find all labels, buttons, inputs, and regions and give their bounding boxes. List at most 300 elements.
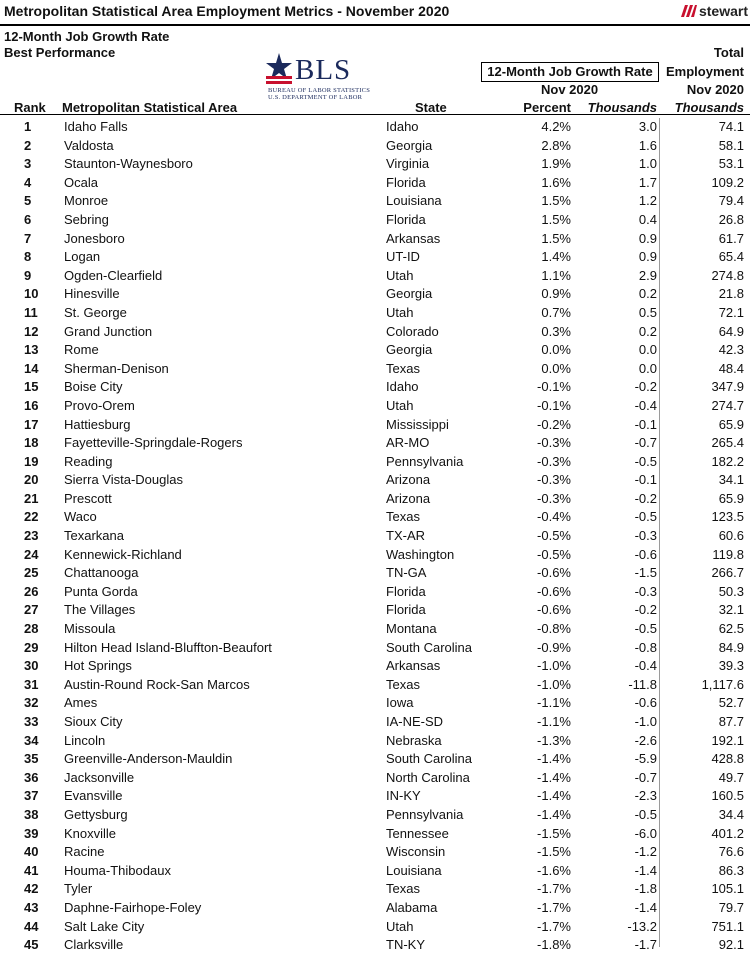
thousands-cell: 0.2 <box>638 286 657 302</box>
total-employment-cell: 34.1 <box>718 472 744 488</box>
percent-cell: 2.8% <box>541 137 571 153</box>
table-row <box>0 601 750 620</box>
msa-cell: Ocala <box>64 174 98 190</box>
rank-cell: 42 <box>24 881 39 897</box>
rank-cell: 10 <box>24 286 39 302</box>
msa-header: Metropolitan Statistical Area <box>62 100 238 115</box>
thousands-cell: -0.7 <box>634 769 657 785</box>
msa-cell: Fayetteville-Springdale-Rogers <box>64 435 243 451</box>
thousands-cell: -1.7 <box>634 937 657 953</box>
state-cell: Washington <box>386 546 455 562</box>
state-cell: Louisiana <box>386 193 442 209</box>
thousands-cell: -0.1 <box>634 472 657 488</box>
total-employment-cell: 50.3 <box>718 583 744 599</box>
percent-cell: 1.1% <box>541 267 571 283</box>
rank-cell: 7 <box>24 230 32 246</box>
table-row <box>0 750 750 769</box>
msa-cell: Knoxville <box>64 825 117 841</box>
percent-cell: -0.6% <box>537 565 571 581</box>
percent-cell: 0.0% <box>541 342 571 358</box>
state-cell: Georgia <box>386 342 433 358</box>
percent-cell: 0.9% <box>541 286 571 302</box>
state-cell: Alabama <box>386 899 438 915</box>
state-cell: Idaho <box>386 379 419 395</box>
percent-cell: -0.8% <box>537 621 571 637</box>
percent-cell: 1.9% <box>541 156 571 172</box>
rank-cell: 8 <box>24 249 32 265</box>
total-employment-cell: 347.9 <box>711 379 744 395</box>
rank-cell: 31 <box>24 676 39 692</box>
total-employment-cell: 39.3 <box>718 658 744 674</box>
thousands-cell: -0.6 <box>634 695 657 711</box>
rank-cell: 35 <box>24 751 39 767</box>
percent-cell: -1.1% <box>537 714 571 729</box>
thousands-cell: 1.6 <box>638 137 657 153</box>
thousands-cell: 0.9 <box>638 230 657 246</box>
rank-cell: 40 <box>24 844 39 860</box>
total-employment-cell: 62.5 <box>718 621 744 637</box>
thousands-cell: 0.0 <box>638 360 657 376</box>
msa-table-body <box>0 118 750 955</box>
table-row <box>0 360 750 379</box>
total-employment-cell: 58.1 <box>718 137 744 153</box>
rank-cell: 5 <box>24 193 32 209</box>
state-cell: Nebraska <box>386 732 442 748</box>
total-employment-cell: 65.9 <box>718 416 744 432</box>
total-employment-cell: 751.1 <box>711 918 744 934</box>
rank-cell: 6 <box>24 211 32 227</box>
state-cell: TN-KY <box>386 937 425 953</box>
msa-cell: Sierra Vista-Douglas <box>64 472 183 488</box>
thousands-cell: -13.2 <box>627 918 657 934</box>
msa-cell: Austin-Round Rock-San Marcos <box>64 676 250 692</box>
msa-cell: Boise City <box>64 379 123 395</box>
table-row <box>0 880 750 899</box>
table-row <box>0 769 750 788</box>
rank-cell: 36 <box>24 769 39 785</box>
bls-logo-line2: U.S. DEPARTMENT OF LABOR <box>268 94 363 101</box>
total-employment-cell: 60.6 <box>718 528 744 544</box>
table-row <box>0 416 750 435</box>
state-cell: Idaho <box>386 119 419 134</box>
state-cell: Wisconsin <box>386 844 446 860</box>
thousands-cell: -0.7 <box>634 435 657 451</box>
growth-period-header: Nov 2020 <box>541 82 599 97</box>
table-row <box>0 323 750 342</box>
total-employment-cell: 274.8 <box>711 267 744 283</box>
percent-cell: 1.6% <box>541 174 571 190</box>
thousands-cell: -0.1 <box>634 416 657 432</box>
msa-cell: Jonesboro <box>64 230 125 246</box>
percent-cell: -0.4% <box>537 509 571 525</box>
total-employment-cell: 92.1 <box>718 937 744 953</box>
thousands-cell: -1.0 <box>634 714 657 729</box>
percent-cell: -0.1% <box>537 379 571 395</box>
rank-cell: 25 <box>24 565 39 581</box>
brand-logo <box>681 3 748 19</box>
state-cell: Virginia <box>386 156 430 172</box>
state-cell: Florida <box>386 602 426 618</box>
percent-cell: -0.2% <box>537 416 571 432</box>
total-employment-cell: 105.1 <box>711 881 744 897</box>
percent-cell: -1.0% <box>537 676 571 692</box>
bls-logo-line1: BUREAU OF LABOR STATISTICS <box>268 87 371 94</box>
rank-cell: 33 <box>24 714 39 729</box>
state-cell: Montana <box>386 621 437 637</box>
percent-cell: 4.2% <box>541 119 571 134</box>
percent-cell: -0.3% <box>537 435 571 451</box>
thousands-cell: 2.9 <box>638 267 657 283</box>
rank-cell: 45 <box>24 937 39 953</box>
total-employment-cell: 76.6 <box>718 844 744 860</box>
total-employment-cell: 182.2 <box>711 453 744 469</box>
msa-cell: Salt Lake City <box>64 918 145 934</box>
thousands-cell: -5.9 <box>634 751 657 767</box>
table-row <box>0 434 750 453</box>
msa-cell: Hilton Head Island-Bluffton-Beaufort <box>64 639 272 655</box>
table-row <box>0 564 750 583</box>
thousands-cell: 3.0 <box>638 119 657 134</box>
percent-cell: -0.5% <box>537 546 571 562</box>
table-row <box>0 248 750 267</box>
state-cell: Pennsylvania <box>386 806 464 822</box>
total-employment-cell: 123.5 <box>711 509 744 525</box>
msa-cell: Gettysburg <box>64 806 128 822</box>
percent-cell: -1.7% <box>537 881 571 897</box>
table-row <box>0 657 750 676</box>
thousands-cell: -1.5 <box>634 565 657 581</box>
state-cell: Arizona <box>386 490 431 506</box>
state-cell: Texas <box>386 360 420 376</box>
thousands-cell: -2.6 <box>634 732 657 748</box>
table-row <box>0 230 750 249</box>
total-employment-cell: 192.1 <box>711 732 744 748</box>
page-title: Metropolitan Statistical Area Employment Metrics - November 2020 <box>4 3 450 19</box>
rank-cell: 32 <box>24 695 39 711</box>
state-cell: Texas <box>386 881 420 897</box>
thousands-cell: 0.0 <box>638 342 657 358</box>
total-employment-cell: 26.8 <box>718 211 744 227</box>
msa-cell: Tyler <box>64 881 93 897</box>
msa-cell: Jacksonville <box>64 769 135 785</box>
percent-cell: 1.5% <box>541 211 571 227</box>
rank-cell: 16 <box>24 397 39 413</box>
state-cell: Arizona <box>386 472 431 488</box>
state-cell: Texas <box>386 676 420 692</box>
rank-cell: 13 <box>24 342 39 358</box>
rank-cell: 12 <box>24 323 39 339</box>
total-employment-cell: 53.1 <box>718 156 744 172</box>
bls-logo <box>262 52 371 104</box>
percent-cell: -1.7% <box>537 899 571 915</box>
rank-cell: 22 <box>24 509 39 525</box>
msa-cell: Greenville-Anderson-Mauldin <box>64 751 233 767</box>
rank-cell: 24 <box>24 546 39 562</box>
state-cell: Florida <box>386 174 426 190</box>
table-row <box>0 508 750 527</box>
thousands-cell: 0.4 <box>638 211 657 227</box>
state-cell: Tennessee <box>386 825 449 841</box>
thousands-cell: -0.4 <box>634 397 657 413</box>
percent-cell: -0.6% <box>537 602 571 618</box>
thousands-cell: -1.2 <box>634 844 657 860</box>
percent-cell: 0.3% <box>541 323 571 339</box>
table-row <box>0 825 750 844</box>
rank-cell: 41 <box>24 862 39 878</box>
total-employment-cell: 52.7 <box>718 695 744 711</box>
table-row <box>0 732 750 751</box>
state-cell: Florida <box>386 583 426 599</box>
total-employment-cell: 65.4 <box>718 249 744 265</box>
msa-cell: Kennewick-Richland <box>64 546 182 562</box>
msa-cell: Rome <box>64 342 99 358</box>
rank-cell: 17 <box>24 416 39 432</box>
thousands-cell: -0.5 <box>634 453 657 469</box>
percent-cell: 1.4% <box>541 249 571 265</box>
rank-cell: 11 <box>24 304 38 320</box>
thousands-cell: -0.2 <box>634 379 657 395</box>
msa-cell: Texarkana <box>64 528 124 544</box>
state-cell: Utah <box>386 397 414 413</box>
total-employment-cell: 1,117.6 <box>701 676 744 692</box>
state-cell: Pennsylvania <box>386 453 464 469</box>
total-employment-cell: 79.7 <box>718 899 744 915</box>
table-row <box>0 490 750 509</box>
rank-cell: 9 <box>24 267 32 283</box>
rank-cell: 37 <box>24 788 39 804</box>
rank-cell: 19 <box>24 453 39 469</box>
msa-cell: Logan <box>64 249 101 265</box>
state-cell: Utah <box>386 304 414 320</box>
title-bar <box>0 0 750 26</box>
table-row <box>0 899 750 918</box>
msa-cell: Valdosta <box>64 137 114 153</box>
msa-cell: Waco <box>64 509 97 525</box>
total-header-line4: Thousands <box>674 100 744 115</box>
percent-header: Percent <box>523 100 571 115</box>
percent-cell: -1.7% <box>537 918 571 934</box>
thousands-cell: -11.8 <box>628 676 657 692</box>
table-row <box>0 546 750 565</box>
total-employment-cell: 74.1 <box>718 119 744 134</box>
msa-cell: Monroe <box>64 193 109 209</box>
total-employment-cell: 401.2 <box>711 825 744 841</box>
total-employment-cell: 49.7 <box>718 769 744 785</box>
table-row <box>0 453 750 472</box>
table-row <box>0 378 750 397</box>
table-row <box>0 267 750 286</box>
rank-cell: 15 <box>24 379 39 395</box>
thousands-cell: 1.2 <box>638 193 657 209</box>
rank-cell: 26 <box>24 583 39 599</box>
rank-cell: 39 <box>24 825 39 841</box>
table-row <box>0 527 750 546</box>
state-cell: TN-GA <box>386 565 427 581</box>
percent-cell: -0.3% <box>537 472 571 488</box>
msa-cell: Hattiesburg <box>64 416 131 432</box>
msa-cell: Racine <box>64 844 105 860</box>
table-row <box>0 843 750 862</box>
thousands-cell: -0.8 <box>634 639 657 655</box>
state-cell: Georgia <box>386 137 433 153</box>
thousands-cell: -1.4 <box>634 899 657 915</box>
msa-cell: Daphne-Fairhope-Foley <box>64 899 202 915</box>
thousands-cell: 1.0 <box>638 156 657 172</box>
subtitle-metric: 12-Month Job Growth Rate <box>4 29 170 44</box>
msa-cell: Staunton-Waynesboro <box>64 156 193 172</box>
msa-cell: Clarksville <box>64 937 124 953</box>
percent-cell: -1.8% <box>537 937 571 953</box>
total-header-line3: Nov 2020 <box>686 82 744 97</box>
table-row <box>0 936 750 955</box>
thousands-cell: 0.2 <box>638 323 657 339</box>
total-employment-cell: 64.9 <box>718 323 744 339</box>
state-cell: South Carolina <box>386 751 472 767</box>
thousands-cell: -1.4 <box>634 862 657 878</box>
rank-cell: 14 <box>24 360 39 376</box>
total-employment-cell: 48.4 <box>718 360 744 376</box>
growth-group-header: 12-Month Job Growth Rate <box>481 62 659 82</box>
total-employment-cell: 119.8 <box>712 546 744 562</box>
percent-cell: -1.4% <box>537 806 571 822</box>
table-row <box>0 192 750 211</box>
rank-cell: 27 <box>24 602 39 618</box>
table-row <box>0 862 750 881</box>
state-cell: Utah <box>386 267 414 283</box>
rank-header: Rank <box>14 100 46 115</box>
total-employment-cell: 428.8 <box>711 751 744 767</box>
rank-cell: 18 <box>24 435 39 451</box>
rank-cell: 4 <box>24 174 32 190</box>
state-cell: Louisiana <box>386 862 442 878</box>
rank-cell: 2 <box>24 137 32 153</box>
msa-cell: Idaho Falls <box>64 119 128 134</box>
total-employment-cell: 72.1 <box>718 304 744 320</box>
thousands-cell: -1.8 <box>634 881 657 897</box>
state-cell: Florida <box>386 211 426 227</box>
percent-cell: 1.5% <box>541 230 571 246</box>
total-header-line2: Employment <box>665 64 744 79</box>
msa-cell: Chattanooga <box>64 565 139 581</box>
msa-cell: Evansville <box>64 788 123 804</box>
total-header-line1: Total <box>713 45 744 60</box>
total-employment-cell: 109.2 <box>711 174 744 190</box>
thousands-cell: -2.3 <box>634 788 657 804</box>
table-row <box>0 304 750 323</box>
bls-emblem-icon <box>262 52 296 86</box>
thousands-cell: -0.2 <box>634 490 657 506</box>
state-cell: Georgia <box>386 286 433 302</box>
msa-cell: Sebring <box>64 211 109 227</box>
thousands-cell: 0.5 <box>638 304 657 320</box>
table-row <box>0 583 750 602</box>
table-row <box>0 639 750 658</box>
brand-name: stewart <box>698 3 748 19</box>
rank-cell: 43 <box>24 899 39 915</box>
state-cell: TX-AR <box>386 528 425 544</box>
rank-cell: 23 <box>24 528 39 544</box>
percent-cell: -1.4% <box>537 769 571 785</box>
msa-cell: Sioux City <box>64 714 123 729</box>
total-employment-cell: 160.5 <box>711 788 744 804</box>
msa-cell: St. George <box>64 304 127 320</box>
percent-cell: 0.0% <box>541 360 571 376</box>
thousands-cell: -0.4 <box>634 658 657 674</box>
rank-cell: 34 <box>24 732 39 748</box>
thousands-cell: -0.2 <box>634 602 657 618</box>
percent-cell: -0.9% <box>537 639 571 655</box>
table-row <box>0 806 750 825</box>
table-row <box>0 620 750 639</box>
percent-cell: -0.3% <box>537 453 571 469</box>
thousands-cell: -0.6 <box>634 546 657 562</box>
percent-cell: -1.6% <box>537 862 571 878</box>
state-cell: South Carolina <box>386 639 472 655</box>
percent-cell: -0.5% <box>537 528 571 544</box>
subtitle-scope: Best Performance <box>4 45 116 60</box>
state-cell: AR-MO <box>386 435 430 451</box>
msa-cell: Ames <box>64 695 98 711</box>
rank-cell: 28 <box>24 621 39 637</box>
total-employment-cell: 87.7 <box>718 714 744 729</box>
total-employment-cell: 34.4 <box>718 806 744 822</box>
thousands-cell: -0.5 <box>634 806 657 822</box>
state-cell: IA-NE-SD <box>386 714 444 729</box>
msa-cell: Houma-Thibodaux <box>64 862 171 878</box>
rank-cell: 38 <box>24 806 39 822</box>
msa-cell: Reading <box>64 453 113 469</box>
percent-cell: -1.0% <box>537 658 571 674</box>
state-cell: Texas <box>386 509 420 525</box>
thousands-cell: 0.9 <box>638 249 657 265</box>
total-employment-cell: 32.1 <box>718 602 744 618</box>
msa-cell: Hinesville <box>64 286 120 302</box>
rank-cell: 44 <box>24 918 39 934</box>
msa-cell: Missoula <box>64 621 116 637</box>
percent-cell: -1.5% <box>537 844 571 860</box>
header-divider <box>0 114 750 115</box>
state-cell: Mississippi <box>386 416 449 432</box>
rank-cell: 29 <box>24 639 39 655</box>
thousands-header: Thousands <box>587 100 657 115</box>
table-row <box>0 918 750 937</box>
state-cell: Utah <box>386 918 414 934</box>
table-row <box>0 694 750 713</box>
state-cell: IN-KY <box>386 788 421 804</box>
msa-cell: Grand Junction <box>64 323 153 339</box>
total-employment-cell: 86.3 <box>718 862 744 878</box>
thousands-cell: 1.7 <box>638 174 657 190</box>
table-row <box>0 118 750 137</box>
state-cell: Colorado <box>386 323 439 339</box>
rank-cell: 20 <box>24 472 39 488</box>
state-header: State <box>415 100 447 115</box>
table-row <box>0 285 750 304</box>
total-employment-cell: 265.4 <box>711 435 744 451</box>
total-employment-cell: 84.9 <box>718 639 744 655</box>
table-row <box>0 174 750 193</box>
state-cell: Iowa <box>386 695 414 711</box>
total-employment-cell: 274.7 <box>711 397 744 413</box>
percent-cell: 1.5% <box>541 193 571 209</box>
msa-cell: Prescott <box>64 490 112 506</box>
thousands-cell: -0.3 <box>634 583 657 599</box>
total-employment-cell: 65.9 <box>718 490 744 506</box>
state-cell: North Carolina <box>386 769 470 785</box>
percent-cell: -0.3% <box>537 490 571 506</box>
total-employment-cell: 79.4 <box>718 193 744 209</box>
percent-cell: -1.3% <box>537 732 571 748</box>
